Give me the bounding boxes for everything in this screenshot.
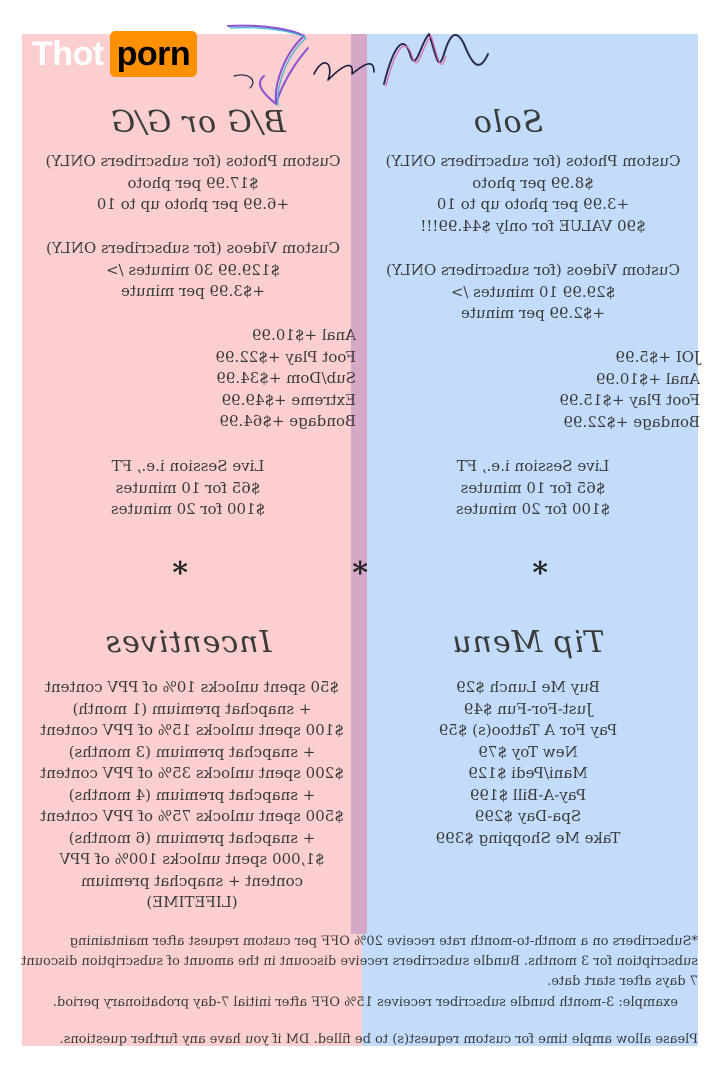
- incentive-line: + snapchat premium (4 months): [68, 785, 316, 804]
- tip-menu-item: Mani/Pedi $129: [468, 764, 588, 782]
- bg-videos: [28, 238, 358, 303]
- tip-menu-item: Pay-A-Bill $199: [469, 785, 587, 804]
- bg-addons: [146, 325, 356, 433]
- solo-addons: [500, 347, 700, 433]
- solo-addon-item: Foot Play +$15.99: [559, 391, 700, 409]
- incentive-line: $1,000 spent unlocks 100% of PPV: [59, 850, 325, 868]
- incentive-line: + snapchat premium (3 months): [68, 742, 316, 761]
- solo-photos-line: +3.99 per photo up to 10: [436, 195, 630, 213]
- bg-addon-item: Sub/Dom +$34.99: [216, 369, 356, 387]
- solo-photos-line: $90 VALUE for only $44.99!!!: [420, 216, 646, 235]
- bg-addon-item: Extreme +$49.99: [221, 390, 356, 409]
- solo-photos-line: $8.99 per photo: [472, 173, 594, 192]
- bg-videos-line: $129.99 30 minutes />: [106, 260, 280, 279]
- logo-text-porn: porn: [110, 31, 198, 77]
- tip-menu-title: Tip Menu: [451, 625, 605, 660]
- solo-photos-line: Custom Photos (for subscribers ONLY): [385, 152, 681, 170]
- bg-live-line: Live Session i.e., FT: [111, 457, 265, 475]
- incentive-line: content + snapchat premium: [80, 871, 304, 890]
- bg-addon-item: Anal +$10.99: [251, 326, 356, 344]
- incentives-title: Incentives: [104, 625, 272, 660]
- incentive-line: $100 spent unlocks 15% of PPV content: [40, 721, 344, 739]
- bg-live-line: $100 for 20 minutes: [110, 500, 266, 518]
- star-divider: *: [172, 556, 188, 591]
- solo-title: Solo: [472, 105, 544, 140]
- bg-live-session: [78, 456, 298, 521]
- star-divider: *: [352, 556, 368, 591]
- solo-addon-item: Anal +$10.99: [595, 369, 700, 388]
- incentive-line: (LIFETIME): [146, 893, 238, 911]
- tip-menu-item: Take Me Shopping $399: [435, 828, 621, 847]
- bg-videos-line: +$3.99 per minute: [121, 282, 265, 300]
- bg-photos-line: Custom Photos (for subscribers ONLY): [45, 152, 341, 170]
- solo-live-line: $65 for 10 minutes: [460, 478, 606, 497]
- incentive-line: + snapchat premium (6 months): [68, 828, 316, 847]
- bg-live-line: $65 for 10 minutes: [115, 478, 261, 497]
- footer-note-example: example: 3-month bundle subscriber receives 15% OFF after initial 7-day probationary period.: [52, 995, 678, 1010]
- solo-videos-line: $29.99 10 minutes />: [450, 282, 616, 301]
- solo-addon-item: JOI +$5.99: [615, 348, 700, 366]
- tip-menu-list: [398, 677, 658, 849]
- incentive-line: $200 spent unlocks 35% of PPV content: [40, 764, 344, 782]
- tip-menu-item: New Toy $79: [478, 742, 578, 761]
- solo-videos-line: +$2.99 per minute: [461, 304, 605, 322]
- tip-menu-item: Spa-Day $299: [474, 807, 582, 825]
- solo-live-line: Live Session i.e., FT: [456, 457, 610, 475]
- solo-photos: [368, 151, 698, 237]
- bg-videos-line: Custom Videos (for subscribers ONLY): [46, 239, 340, 257]
- bg-photos-line: $17.99 per photo: [127, 173, 259, 192]
- footer-note-subscribers: *Subscribers on a month-to-month rate receive 20% OFF per custom request after maintaining subscription for 3 months. Bundle subscribers receive discount in the amount of subscription discount 7 days after start date.: [21, 934, 698, 989]
- bg-photos: [28, 151, 358, 216]
- solo-videos: [368, 260, 698, 325]
- tip-menu-item: Pay For A Tattoo(s) $59: [438, 721, 618, 739]
- bg-title: B/G or G/G: [110, 105, 286, 140]
- incentives-list: [32, 677, 352, 914]
- brand-logo: [32, 31, 197, 77]
- bg-photos-line: +6.99 per photo up to 10: [96, 195, 290, 213]
- incentive-line: $500 spent unlocks 75% of PPV content: [40, 807, 344, 825]
- incentive-line: $50 spent unlocks 10% of PPV content: [44, 678, 340, 696]
- tip-menu-item: Buy Me Lunch $29: [456, 678, 600, 696]
- solo-addon-item: Bondage +$22.99: [563, 412, 700, 431]
- incentive-line: + snapchat premium (1 month): [72, 699, 312, 718]
- star-divider: *: [532, 556, 548, 591]
- signature-graphic: [224, 14, 504, 124]
- footer-note-custom-requests: Please allow ample time for custom request(s) to be filled. DM if you have any further questions.: [59, 1032, 698, 1047]
- logo-text-thot: Thot: [32, 34, 104, 73]
- solo-live-line: $100 for 20 minutes: [455, 500, 611, 518]
- solo-videos-line: Custom Videos (for subscribers ONLY): [386, 261, 680, 279]
- solo-live-session: [423, 456, 643, 521]
- bg-addon-item: Foot Play +$22.99: [215, 347, 356, 366]
- tip-menu-item: Just-For-Fun $49: [463, 699, 593, 718]
- bg-addon-item: Bondage +$64.99: [219, 412, 356, 430]
